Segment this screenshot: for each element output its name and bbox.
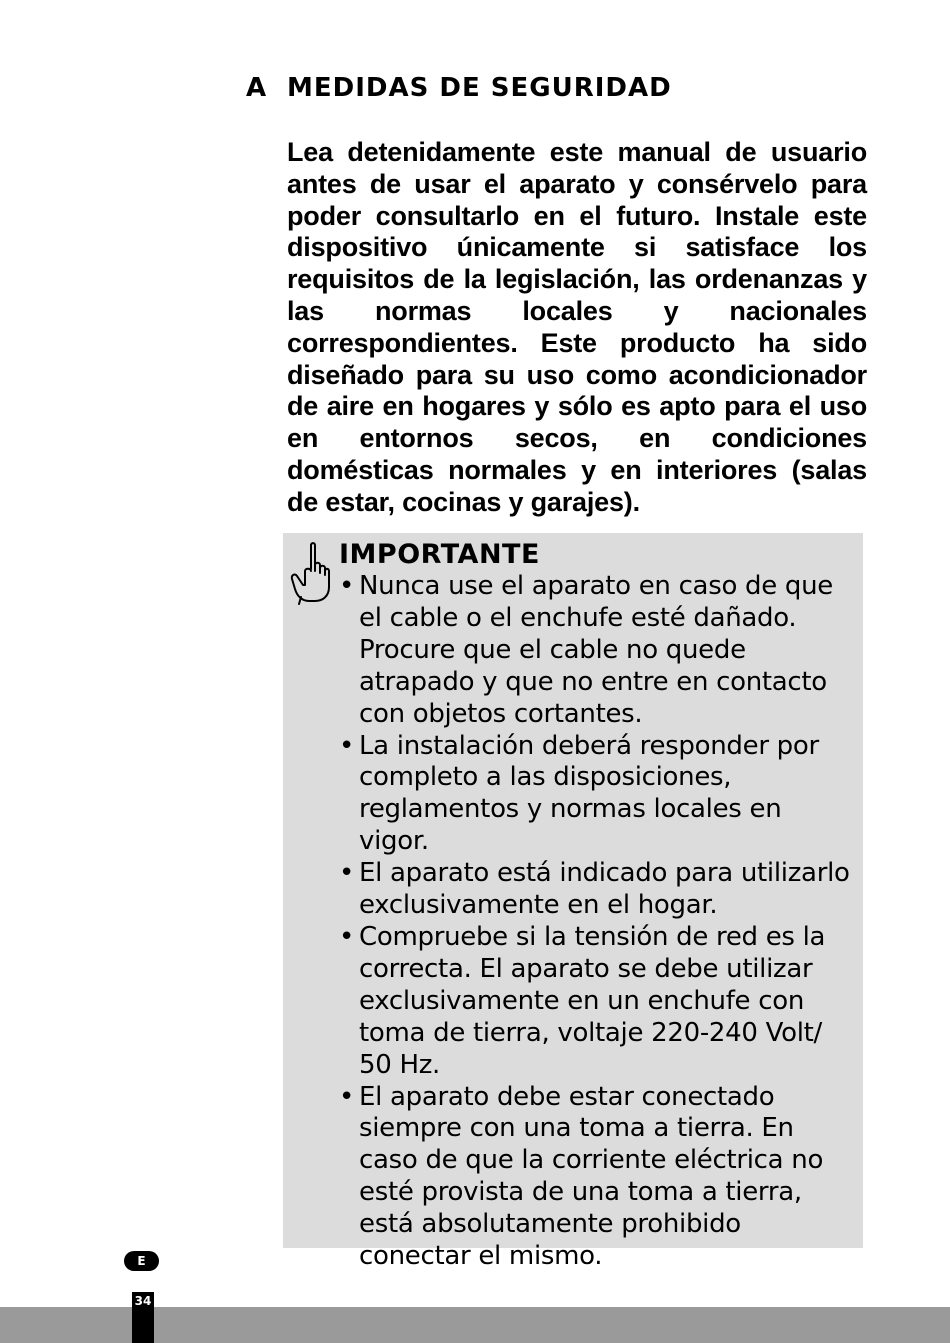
important-list: [339, 571, 859, 1273]
section-letter: A: [246, 73, 268, 103]
list-item-text: Compruebe si la tensión de red es la correcta. El aparato se debe utilizar exclusivamente en un enchufe con toma de tierra, voltaje 220-240 Volt/ 50 Hz.: [359, 921, 826, 1080]
intro-paragraph: Lea detenidamente este manual de usuario antes de usar el aparato y consérvelo para poder consultarlo en el futuro. Instale este dispositivo únicamente si satisface los requisitos de la legislación, las ordenanzas y las normas locales y nacionales correspondientes. Este producto ha sido diseñado para su uso como acondicionador de aire en hogares y sólo es apto para el uso en entornos secos, en condiciones domésticas normales y en interiores (salas de estar, cocinas y garajes).: [287, 137, 867, 517]
important-title: IMPORTANTE: [339, 539, 540, 570]
list-item: [339, 858, 859, 922]
page-number: 34: [132, 1292, 154, 1343]
list-item: [339, 1082, 859, 1273]
list-item: [339, 571, 859, 731]
list-item: [339, 922, 859, 1082]
list-item-text: Nunca use el aparato en caso de que el cable o el enchufe esté dañado. Procure que el cable no quede atrapado y que no entre en contacto con objetos cortantes.: [359, 571, 833, 729]
bullet: •: [339, 1081, 355, 1112]
bullet: •: [339, 921, 355, 952]
section-heading: [246, 70, 886, 106]
bullet: •: [339, 730, 355, 761]
list-item-text: El aparato está indicado para utilizarlo exclusivamente en el hogar.: [359, 858, 850, 921]
list-item-text: La instalación deberá responder por completo a las disposiciones, reglamentos y normas locales en vigor.: [359, 730, 819, 857]
bullet: •: [339, 858, 355, 889]
bullet: •: [339, 571, 355, 601]
pointing-hand-icon: [289, 541, 331, 605]
language-badge: E: [124, 1251, 159, 1271]
section-title: MEDIDAS DE SEGURIDAD: [287, 73, 672, 103]
list-item-text: El aparato debe estar conectado siempre con una toma a tierra. En caso de que la corriente eléctrica no esté provista de una toma a tierra, está absolutamente prohibido conectar el mismo.: [359, 1081, 824, 1272]
important-note-box: [283, 533, 863, 1272]
list-item: [339, 731, 859, 859]
